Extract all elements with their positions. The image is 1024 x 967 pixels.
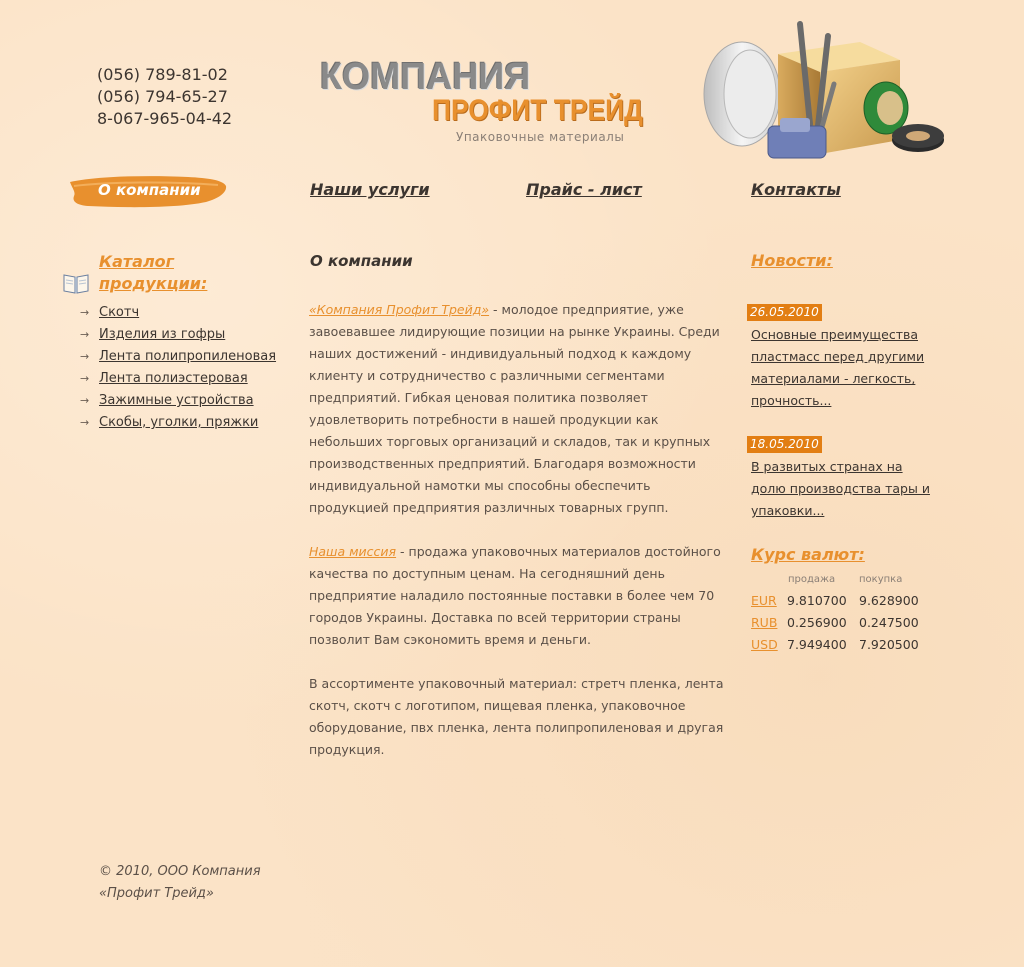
catalog-item-link[interactable]: Скотч: [99, 305, 140, 320]
phone-2: (056) 794-65-27: [97, 87, 228, 106]
catalog-item-link[interactable]: Лента полипропиленовая: [99, 349, 277, 364]
paragraph-about: [309, 299, 734, 519]
rates-col-sell: продажа: [788, 574, 836, 585]
company-name-link[interactable]: «Компания Профит Трейд»: [309, 302, 490, 317]
catalog-item[interactable]: [80, 391, 276, 413]
company-logo[interactable]: [318, 56, 643, 148]
paragraph-about-text: - молодое предприятие, уже завоевавшее лидирующие позиции на рынке Украины. Среди наших достижений - индивидуальный подход к каждому клиенту и сотрудничество с различными сегментами предприятий. Гибкая ценовая политика позволяет удовлетворить потребности в нашей продукции как небольших торговых организаций и складов, так и крупных производственных предприятий. Благодаря возможности индивидуальной намотки мы способны обеспечить продукцией предприятия различных товарных групп.: [309, 302, 720, 515]
rate-buy: 7.920500: [859, 637, 919, 652]
currency-link[interactable]: RUB: [751, 615, 778, 630]
arrow-right-icon: →: [80, 350, 90, 363]
rate-sell: 9.810700: [787, 593, 847, 608]
footer-line1: © 2010, ООО Компания: [99, 864, 261, 879]
rate-row: [751, 615, 931, 637]
rate-sell: 7.949400: [787, 637, 847, 652]
news-item-link[interactable]: [751, 324, 931, 412]
arrow-right-icon: →: [80, 416, 90, 429]
phone-1: (056) 789-81-02: [97, 65, 228, 84]
paragraph-mission: [309, 541, 734, 651]
phone-numbers: [97, 64, 232, 130]
catalog-title-line1: Каталог: [99, 252, 175, 271]
arrow-right-icon: →: [80, 372, 90, 385]
catalog-item-link[interactable]: Изделия из гофры: [99, 327, 226, 342]
rate-buy: 0.247500: [859, 615, 919, 630]
packaging-illustration-icon: [700, 14, 950, 174]
footer-line2: «Профит Трейд»: [99, 886, 214, 901]
nav-item-price-list[interactable]: Прайс - лист: [526, 180, 642, 199]
catalog-item-link[interactable]: Скобы, уголки, пряжки: [99, 415, 259, 430]
currency-link[interactable]: EUR: [751, 593, 777, 608]
news-date: 18.05.2010: [747, 436, 822, 453]
logo-line1: КОМПАНИЯ: [320, 56, 531, 98]
nav-item-contacts[interactable]: Контакты: [751, 180, 841, 199]
news-item-link[interactable]: [751, 456, 931, 522]
catalog-item[interactable]: [80, 413, 276, 435]
catalog-item[interactable]: [80, 303, 276, 325]
catalog-item[interactable]: [80, 369, 276, 391]
news-item-text: Основные преимущества пластмасс перед другими материалами - легкость, прочность...: [751, 327, 925, 408]
catalog-title[interactable]: [99, 251, 207, 295]
paragraph-mission-text: - продажа упаковочных материалов достойного качества по доступным ценам. На сегодняшний день предприятие наладило постоянные поставки в более чем 70 городов Украины. Доставка по всей территории страны позволит Вам сэкономить время и деньги.: [309, 544, 721, 647]
arrow-right-icon: →: [80, 306, 90, 319]
paragraph-assortment: В ассортименте упаковочный материал: стретч пленка, лента скотч, скотч с логотипом, пищевая пленка, упаковочное оборудование, пвх пленка, лента полипропиленовая и другая продукция.: [309, 676, 724, 757]
catalog-item-link[interactable]: Зажимные устройства: [99, 393, 254, 408]
rates-title: Курс валют:: [751, 545, 865, 564]
news-title[interactable]: Новости:: [751, 251, 833, 270]
rate-sell: 0.256900: [787, 615, 847, 630]
phone-3: 8-067-965-04-42: [97, 109, 233, 128]
arrow-right-icon: →: [80, 328, 90, 341]
news-date: 26.05.2010: [747, 304, 822, 321]
currency-link[interactable]: USD: [751, 637, 778, 652]
rate-row: [751, 593, 931, 615]
arrow-right-icon: →: [80, 394, 90, 407]
mission-link[interactable]: Наша миссия: [309, 544, 397, 559]
catalog-item-link[interactable]: Лента полиэстеровая: [99, 371, 248, 386]
logo-tagline: Упаковочные материалы: [456, 130, 625, 144]
catalog-title-line2: продукции:: [99, 274, 208, 293]
catalog-item[interactable]: [80, 325, 276, 347]
rate-row: [751, 637, 931, 659]
nav-item-about[interactable]: [68, 172, 228, 210]
news-item-text: В развитых странах на долю производства тары и упаковки...: [751, 459, 930, 518]
logo-line2: ПРОФИТ ТРЕЙД: [432, 94, 643, 127]
page-title: О компании: [310, 252, 413, 270]
catalog-list: [80, 303, 276, 435]
rate-buy: 9.628900: [859, 593, 919, 608]
rates-col-buy: покупка: [859, 574, 903, 585]
book-icon: [62, 271, 90, 295]
catalog-item[interactable]: [80, 347, 276, 369]
nav-item-services[interactable]: Наши услуги: [310, 180, 430, 199]
nav-item-about-label: О компании: [98, 181, 201, 199]
footer-copyright: [99, 861, 261, 905]
